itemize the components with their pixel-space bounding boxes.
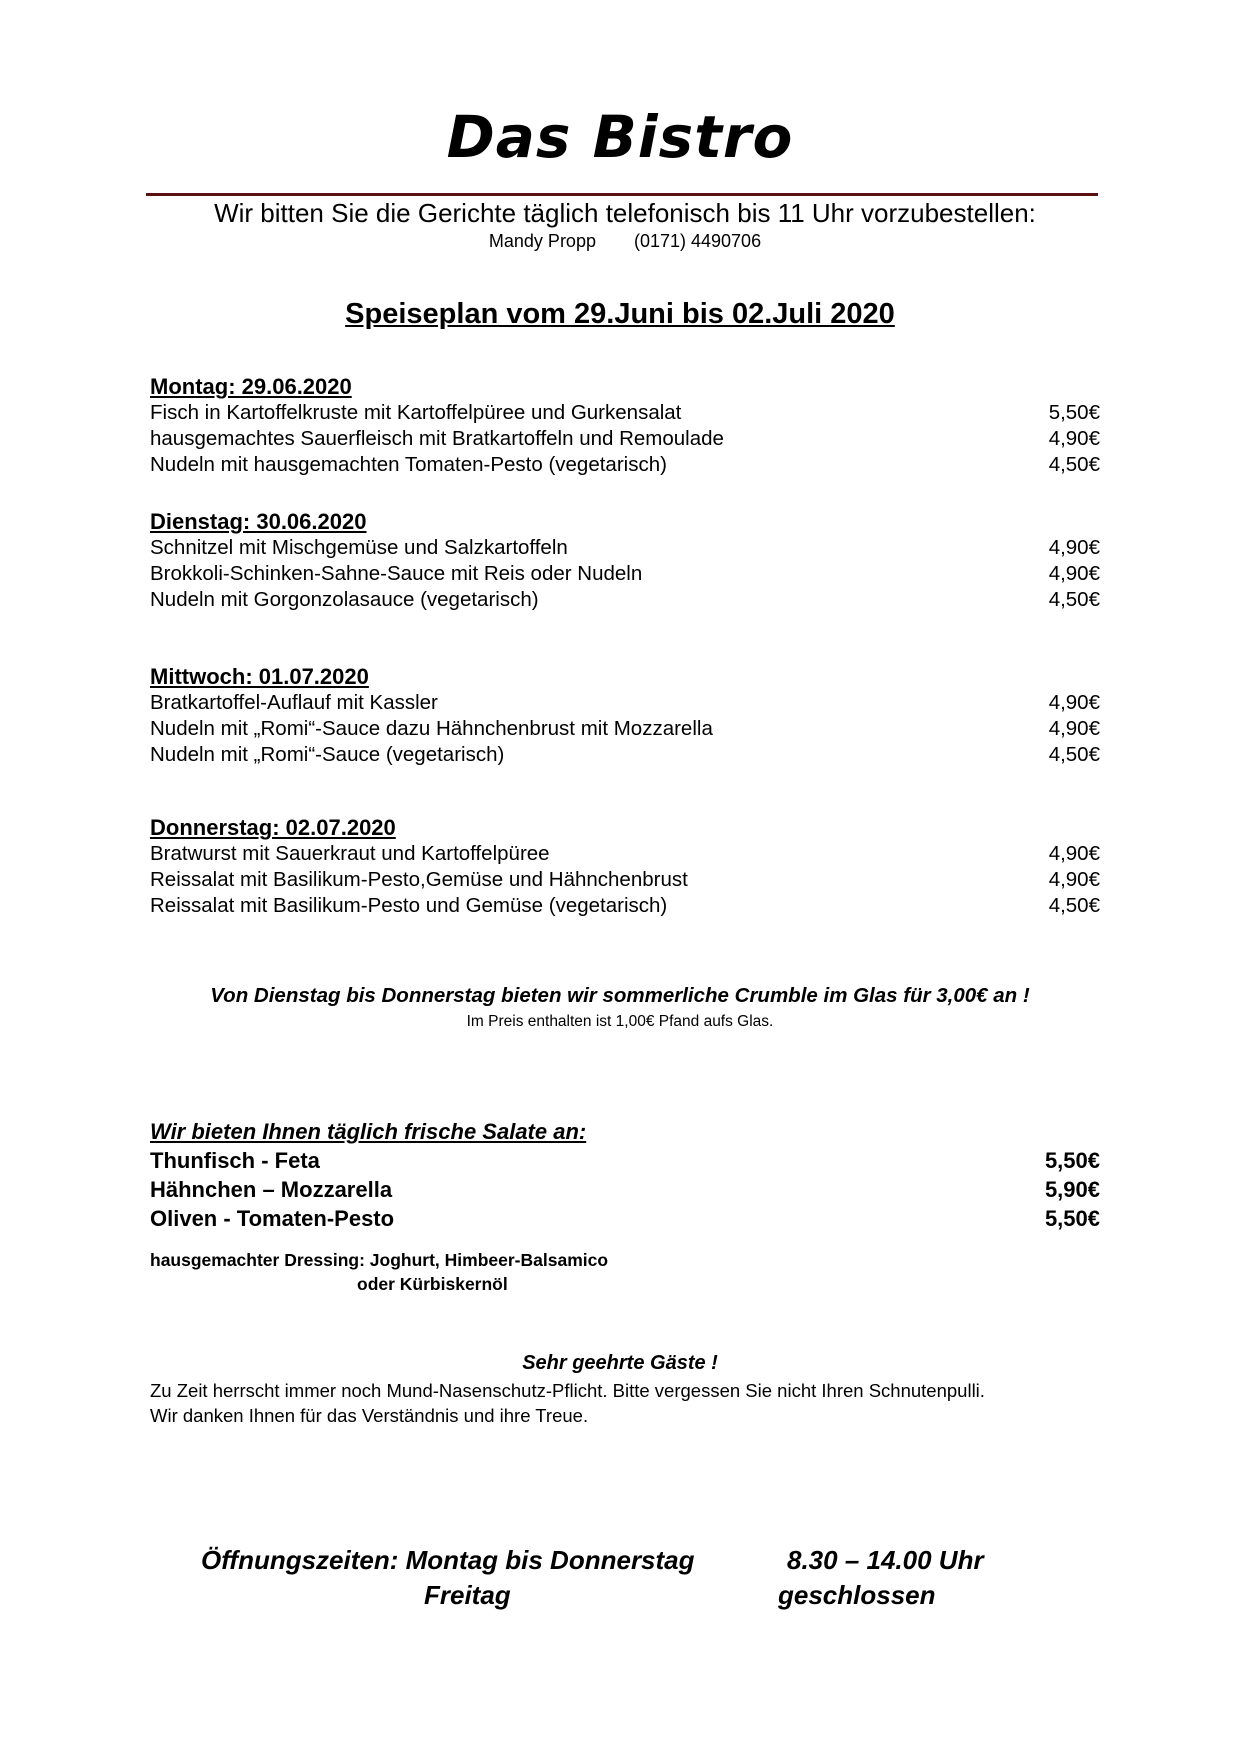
order-note: Wir bitten Sie die Gerichte täglich telefonisch bis 11 Uhr vorzubestellen: (214, 198, 1036, 228)
dish-row (150, 426, 1100, 452)
header-divider (146, 193, 1098, 196)
mask-notice: Zu Zeit herrscht immer noch Mund-Nasenschutz-Pflicht. Bitte vergessen Sie nicht Ihren Schnutenpulli. (150, 1380, 985, 1401)
salad-row (150, 1146, 1100, 1175)
salad-row (150, 1204, 1100, 1233)
salad-price: 5,50€ (1044, 1148, 1100, 1173)
dish-row (150, 716, 1100, 742)
dish-price: 4,50€ (1048, 453, 1100, 476)
dish-name: Nudeln mit Gorgonzolasauce (vegetarisch) (150, 588, 539, 611)
friday-label: Freitag (424, 1580, 511, 1610)
bistro-title: Das Bistro (446, 103, 794, 171)
dish-name: Bratkartoffel-Auflauf mit Kassler (150, 691, 438, 714)
opening-hours-time: 8.30 – 14.00 Uhr (787, 1545, 984, 1575)
salad-name: Hähnchen – Mozzarella (150, 1177, 393, 1202)
menu-plan-title: Speiseplan vom 29.Juni bis 02.Juli 2020 (345, 298, 895, 330)
dish-row (150, 452, 1100, 478)
dish-row (150, 841, 1100, 867)
day-heading: Mittwoch: 01.07.2020 (150, 664, 369, 689)
salad-name: Thunfisch - Feta (150, 1148, 320, 1173)
salad-row (150, 1175, 1100, 1204)
day-heading: Dienstag: 30.06.2020 (150, 509, 367, 534)
dish-price: 4,50€ (1048, 588, 1100, 611)
day-section-thursday (150, 815, 1100, 919)
dish-row (150, 587, 1100, 613)
salad-price: 5,90€ (1044, 1177, 1100, 1202)
dish-price: 4,50€ (1048, 894, 1100, 917)
day-section-wednesday (150, 664, 1100, 768)
dish-price: 4,90€ (1048, 868, 1100, 891)
thanks-notice: Wir danken Ihnen für das Verständnis und ihre Treue. (150, 1405, 589, 1426)
day-heading: Montag: 29.06.2020 (150, 374, 352, 399)
dish-row (150, 867, 1100, 893)
crumble-offer: Von Dienstag bis Donnerstag bieten wir sommerliche Crumble im Glas für 3,00€ an ! (210, 984, 1030, 1007)
dish-price: 4,90€ (1048, 562, 1100, 585)
dish-price: 4,50€ (1048, 743, 1100, 766)
dressing-line-2: oder Kürbiskernöl (357, 1274, 508, 1294)
day-section-tuesday (150, 509, 1100, 613)
salad-name: Oliven - Tomaten-Pesto (150, 1206, 395, 1231)
dish-row (150, 561, 1100, 587)
dish-price: 4,90€ (1048, 691, 1100, 714)
friday-status: geschlossen (778, 1580, 936, 1610)
dish-row (150, 690, 1100, 716)
salad-price: 5,50€ (1044, 1206, 1100, 1231)
dish-price: 4,90€ (1048, 842, 1100, 865)
contact-line (130, 231, 1120, 252)
dish-name: Reissalat mit Basilikum-Pesto,Gemüse und Hähnchenbrust (150, 868, 688, 891)
dish-price: 4,90€ (1048, 536, 1100, 559)
dish-name: Nudeln mit hausgemachten Tomaten-Pesto (vegetarisch) (150, 453, 667, 476)
dressing-line: hausgemachter Dressing: Joghurt, Himbeer-Balsamico (150, 1250, 609, 1270)
dish-name: Bratwurst mit Sauerkraut und Kartoffelpüree (150, 842, 550, 865)
dish-name: Nudeln mit „Romi“-Sauce (vegetarisch) (150, 743, 505, 766)
crumble-deposit-note: Im Preis enthalten ist 1,00€ Pfand aufs Glas. (466, 1013, 774, 1030)
day-heading: Donnerstag: 02.07.2020 (150, 815, 396, 840)
dish-price: 5,50€ (1048, 401, 1100, 424)
dish-row (150, 893, 1100, 919)
dish-name: Schnitzel mit Mischgemüse und Salzkartoffeln (150, 536, 568, 559)
dish-row (150, 742, 1100, 768)
salad-section (150, 1118, 1100, 1233)
guests-heading: Sehr geehrte Gäste ! (522, 1352, 718, 1374)
dish-row (150, 535, 1100, 561)
opening-hours-label: Öffnungszeiten: Montag bis Donnerstag (201, 1545, 695, 1575)
dish-name: hausgemachtes Sauerfleisch mit Bratkartoffeln und Remoulade (150, 427, 724, 450)
dish-price: 4,90€ (1048, 717, 1100, 740)
dish-name: Fisch in Kartoffelkruste mit Kartoffelpüree und Gurkensalat (150, 401, 682, 424)
dish-name: Brokkoli-Schinken-Sahne-Sauce mit Reis oder Nudeln (150, 562, 643, 585)
salad-heading: Wir bieten Ihnen täglich frische Salate an: (150, 1119, 587, 1144)
dish-name: Nudeln mit „Romi“-Sauce dazu Hähnchenbrust mit Mozzarella (150, 717, 713, 740)
dish-name: Reissalat mit Basilikum-Pesto und Gemüse (vegetarisch) (150, 894, 668, 917)
dish-row (150, 400, 1100, 426)
day-section-monday (150, 374, 1100, 478)
dish-price: 4,90€ (1048, 427, 1100, 450)
contact-phone: (0171) 4490706 (633, 231, 762, 251)
contact-name: Mandy Propp (488, 231, 596, 251)
